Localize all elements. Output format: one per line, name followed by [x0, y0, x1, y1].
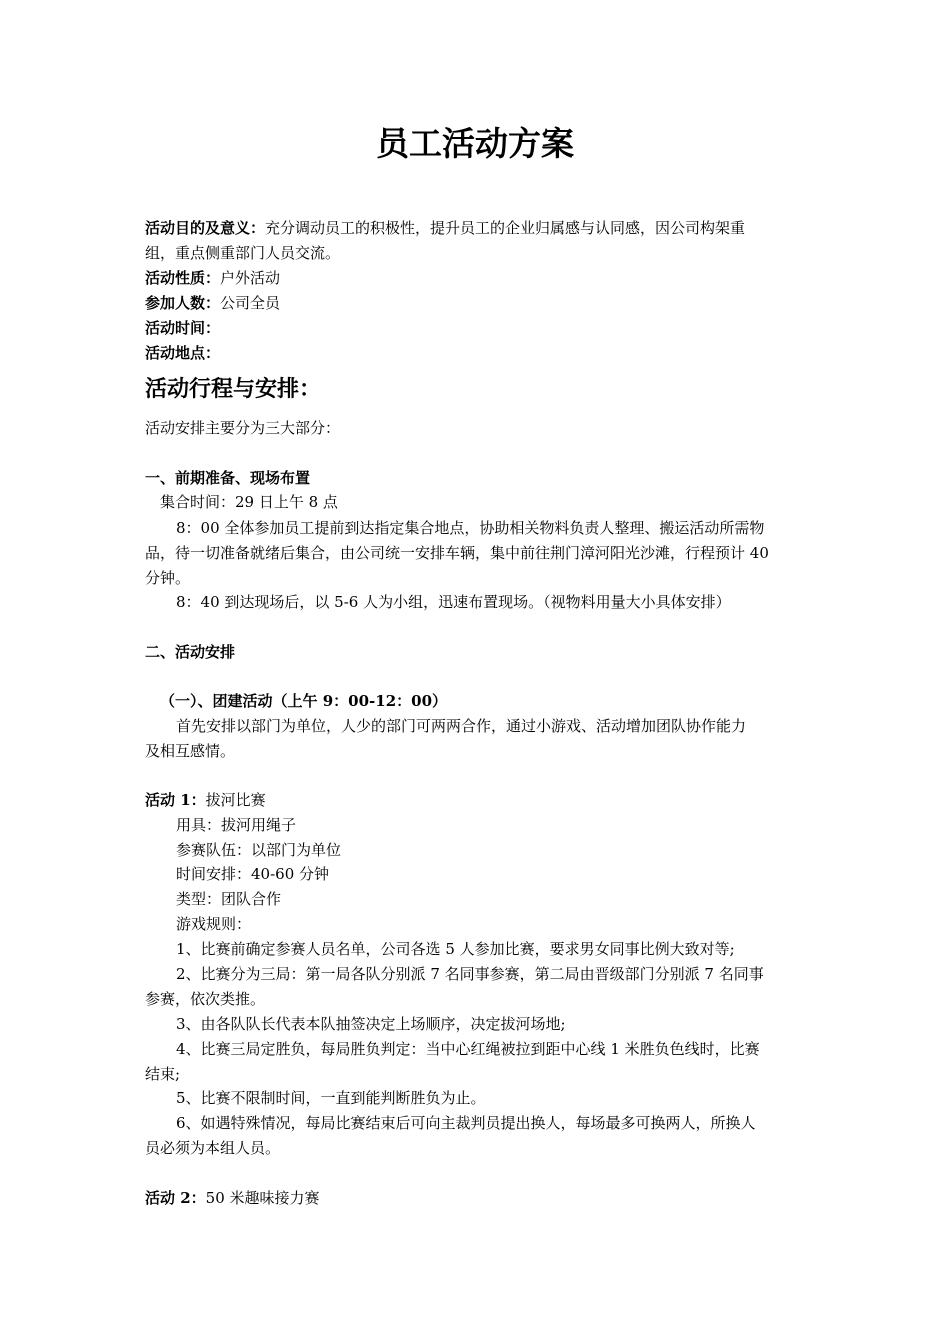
schedule-intro: 活动安排主要分为三大部分： — [145, 419, 341, 437]
place-label: 活动地点： — [145, 344, 221, 362]
schedule-heading: 活动行程与安排： — [145, 376, 322, 402]
purpose-text: 充分调动员工的积极性，提升员工的企业归属感与认同感，因公司构架重 — [265, 219, 746, 237]
gather-time: 集合时间：29 日上午 8 点 — [160, 493, 338, 511]
activity2-name: 50 米趣味接力赛 — [205, 1189, 320, 1207]
activity1-rules-title: 游戏规则： — [176, 915, 252, 933]
nature-value: 户外活动 — [220, 269, 281, 287]
rule-2-line1: 2、比赛分为三局：第一局各队分别派 7 名同事参赛，第二局由晋级部门分别派 7 名同事 — [176, 965, 764, 983]
activity2-title — [145, 1186, 320, 1210]
activity1-duration: 时间安排：40-60 分钟 — [176, 865, 330, 883]
part1-para1-line3: 分钟。 — [145, 569, 191, 587]
rule-4-line1: 4、比赛三局定胜负，每局胜负判定：当中心红绳被拉到距中心线 1 米胜负色线时，比赛 — [176, 1040, 760, 1058]
activity1-title — [145, 788, 266, 812]
activity1-label: 活动 1： — [145, 791, 206, 809]
nature-line — [145, 266, 280, 290]
purpose-label: 活动目的及意义： — [145, 219, 266, 237]
people-value: 公司全员 — [220, 294, 281, 312]
part1-para1-line1: 8：00 全体参加员工提前到达指定集合地点，协助相关物料负责人整理、搬运活动所需物 — [176, 519, 765, 537]
activity1-type: 类型：团队合作 — [176, 890, 282, 908]
part1-heading: 一、前期准备、现场布置 — [145, 469, 311, 487]
nature-label: 活动性质： — [145, 269, 221, 287]
part1-para2: 8：40 到达现场后，以 5-6 人为小组，迅速布置现场。（视物料用量大小具体安排） — [176, 593, 731, 611]
rule-1: 1、比赛前确定参赛人员名单，公司各选 5 人参加比赛，要求男女同事比例大致对等; — [176, 940, 735, 958]
activity1-name: 拔河比赛 — [205, 791, 266, 809]
activity2-label: 活动 2： — [145, 1189, 206, 1207]
time-label: 活动时间： — [145, 319, 221, 337]
rule-2-line2: 参赛，依次类推。 — [145, 990, 266, 1008]
rule-3: 3、由各队队长代表本队抽签决定上场顺序，决定拔河场地; — [176, 1015, 566, 1033]
rule-6-line1: 6、如遇特殊情况，每局比赛结束后可向主裁判员提出换人，每场最多可换两人，所换人 — [176, 1114, 756, 1132]
people-line — [145, 291, 280, 315]
rule-6-line2: 员必须为本组人员。 — [145, 1139, 281, 1157]
teambuilding-intro-line1: 首先安排以部门为单位，人少的部门可两两合作，通过小游戏、活动增加团队协作能力 — [176, 717, 747, 735]
part2-heading: 二、活动安排 — [145, 643, 236, 661]
rule-4-line2: 结束; — [145, 1065, 181, 1083]
document-title: 员工活动方案 — [376, 124, 574, 163]
purpose-line-1 — [145, 216, 745, 240]
teambuilding-heading: （一）、团建活动（上午 9：00-12：00） — [160, 692, 448, 710]
rule-5: 5、比赛不限制时间，一直到能判断胜负为止。 — [176, 1089, 486, 1107]
activity1-teams: 参赛队伍：以部门为单位 — [176, 841, 342, 859]
activity1-tools: 用具：拔河用绳子 — [176, 816, 297, 834]
purpose-line-2: 组，重点侧重部门人员交流。 — [145, 244, 341, 262]
part1-para1-line2: 品，待一切准备就绪后集合，由公司统一安排车辆，集中前往荆门漳河阳光沙滩，行程预计 40 — [145, 544, 769, 562]
teambuilding-intro-line2: 及相互感情。 — [145, 742, 236, 760]
people-label: 参加人数： — [145, 294, 221, 312]
